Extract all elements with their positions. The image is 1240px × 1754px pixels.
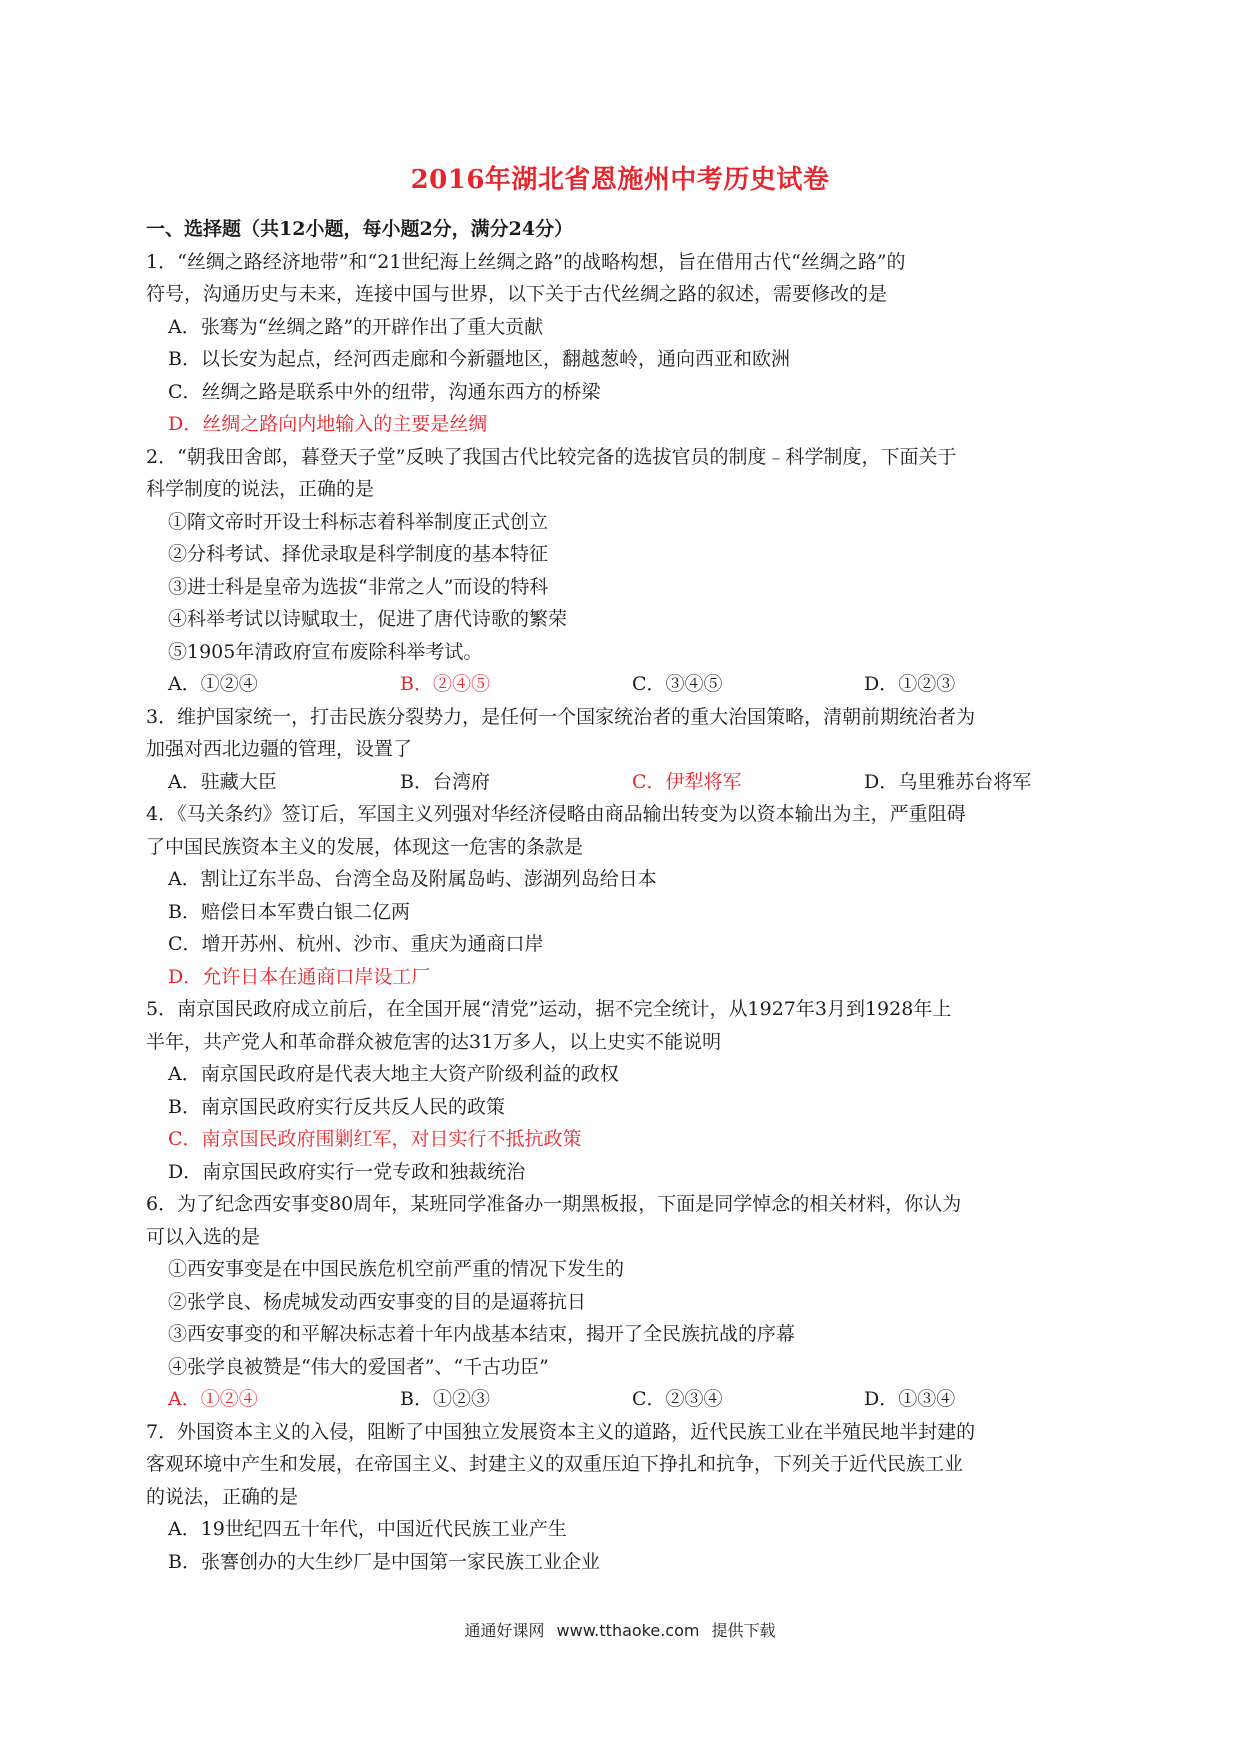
q2-option-d: D．①②③ <box>864 673 956 695</box>
section-heading: 一、选择题（共12小题，每小题2分，满分24分） <box>146 218 574 240</box>
q5-option-a: A．南京国民政府是代表大地主大资产阶级利益的政权 <box>168 1063 619 1085</box>
q7-stem-line1: 7．外国资本主义的入侵，阻断了中国独立发展资本主义的道路，近代民族工业在半殖民地半封建的 <box>146 1420 976 1443</box>
q3-options <box>146 766 1096 799</box>
q5-option-d: D．南京国民政府实行一党专政和独裁统治 <box>168 1160 526 1183</box>
page-footer <box>0 1619 1240 1643</box>
footer-note: 提供下载 <box>711 1621 776 1640</box>
exam-content <box>146 213 1096 1578</box>
q6-statement-4: ④张学良被赞是“伟大的爱国者”、“千古功臣” <box>168 1355 549 1378</box>
q5-option-b: B．南京国民政府实行反共反人民的政策 <box>168 1095 505 1118</box>
q6-option-d: D．①③④ <box>864 1388 956 1410</box>
q4-option-b: B．赔偿日本军费白银二亿两 <box>168 900 410 923</box>
q2-stem-line1: 2．“朝我田舍郎，暮登天子堂”反映了我国古代比较完备的选拔官员的制度﹣科学制度，下面关于 <box>146 445 957 468</box>
q3-option-b: B．台湾府 <box>400 770 490 793</box>
q7-stem-line2: 客观环境中产生和发展，在帝国主义、封建主义的双重压迫下挣扎和抗争，下列关于近代民族工业 <box>146 1453 964 1475</box>
q4-stem-line2: 了中国民族资本主义的发展，体现这一危害的条款是 <box>146 835 584 858</box>
q3-stem-line2: 加强对西北边疆的管理，设置了 <box>146 738 413 760</box>
q6-option-b: B．①②③ <box>400 1388 490 1410</box>
q1-stem-line2: 符号，沟通历史与未来，连接中国与世界，以下关于古代丝绸之路的叙述，需要修改的是 <box>146 283 888 305</box>
q2-option-c: C．③④⑤ <box>632 673 723 695</box>
q3-stem-line1: 3．维护国家统一，打击民族分裂势力，是任何一个国家统治者的重大治国策略，清朝前期统治者为 <box>146 705 976 728</box>
q2-statement-2: ②分科考试、择优录取是科学制度的基本特征 <box>168 543 549 565</box>
exam-title: 2016年湖北省恩施州中考历史试卷 <box>410 165 830 195</box>
q6-option-a-answer: A．①②④ <box>168 1388 258 1410</box>
q2-stem-line2: 科学制度的说法，正确的是 <box>146 478 375 500</box>
q6-stem-line1: 6．为了纪念西安事变80周年，某班同学准备办一期黑板报，下面是同学悼念的相关材料，你认为 <box>146 1193 962 1215</box>
q4-option-c: C．增开苏州、杭州、沙市、重庆为通商口岸 <box>168 933 544 955</box>
q5-stem-line2: 半年，共产党人和革命群众被危害的达31万多人，以上史实不能说明 <box>146 1030 722 1053</box>
q1-stem-line1: 1．“丝绸之路经济地带”和“21世纪海上丝绸之路”的战略构想，旨在借用古代“丝绸之路”的 <box>146 250 906 273</box>
q6-option-c: C．②③④ <box>632 1388 723 1410</box>
q6-stem-line2: 可以入选的是 <box>146 1225 261 1248</box>
q3-option-c-answer: C．伊犁将军 <box>632 770 742 793</box>
q5-option-c-answer: C．南京国民政府围剿红军，对日实行不抵抗政策 <box>168 1128 582 1150</box>
q1-option-b: B．以长安为起点，经河西走廊和今新疆地区，翻越葱岭，通向西亚和欧洲 <box>168 348 790 370</box>
q1-option-d-answer: D．丝绸之路向内地输入的主要是丝绸 <box>168 413 488 435</box>
q7-option-a: A．19世纪四五十年代，中国近代民族工业产生 <box>168 1518 567 1540</box>
q4-option-a: A．割让辽东半岛、台湾全岛及附属岛屿、澎湖列岛给日本 <box>168 868 657 890</box>
q7-option-b: B．张謇创办的大生纱厂是中国第一家民族工业企业 <box>168 1550 600 1573</box>
q2-option-a: A．①②④ <box>168 673 258 695</box>
q1-option-a: A．张骞为“丝绸之路”的开辟作出了重大贡献 <box>168 315 544 338</box>
q6-statement-1: ①西安事变是在中国民族危机空前严重的情况下发生的 <box>168 1258 625 1280</box>
q3-option-a: A．驻藏大臣 <box>168 770 277 793</box>
q6-statement-3: ③西安事变的和平解决标志着十年内战基本结束，揭开了全民族抗战的序幕 <box>168 1323 796 1345</box>
q2-statement-1: ①隋文帝时开设士科标志着科举制度正式创立 <box>168 510 549 533</box>
q2-statement-4: ④科举考试以诗赋取士，促进了唐代诗歌的繁荣 <box>168 608 568 630</box>
q2-statement-3: ③进士科是皇帝为选拔“非常之人”而设的特科 <box>168 575 549 598</box>
q2-options <box>146 668 1096 701</box>
q5-stem-line1: 5．南京国民政府成立前后，在全国开展“清党”运动，据不完全统计，从1927年3月到1928年上 <box>146 998 952 1020</box>
q6-statement-2: ②张学良、杨虎城发动西安事变的目的是逼蒋抗日 <box>168 1290 587 1313</box>
q4-option-d-answer: D．允许日本在通商口岸设工厂 <box>168 965 431 988</box>
q2-option-b-answer: B．②④⑤ <box>400 673 490 695</box>
footer-site-name: 通通好课网 <box>464 1621 545 1640</box>
q1-option-c: C．丝绸之路是联系中外的纽带，沟通东西方的桥梁 <box>168 380 601 403</box>
q2-statement-5: ⑤1905年清政府宣布废除科举考试。 <box>168 640 483 663</box>
footer-url-link[interactable]: www.tthaoke.com <box>556 1621 700 1640</box>
q3-option-d: D．乌里雅苏台将军 <box>864 770 1032 793</box>
q7-stem-line3: 的说法，正确的是 <box>146 1485 299 1508</box>
q4-stem-line1: 4．《马关条约》签订后，军国主义列强对华经济侵略由商品输出转变为以资本输出为主，严重阻碍 <box>146 803 966 825</box>
q6-options <box>146 1383 1096 1416</box>
